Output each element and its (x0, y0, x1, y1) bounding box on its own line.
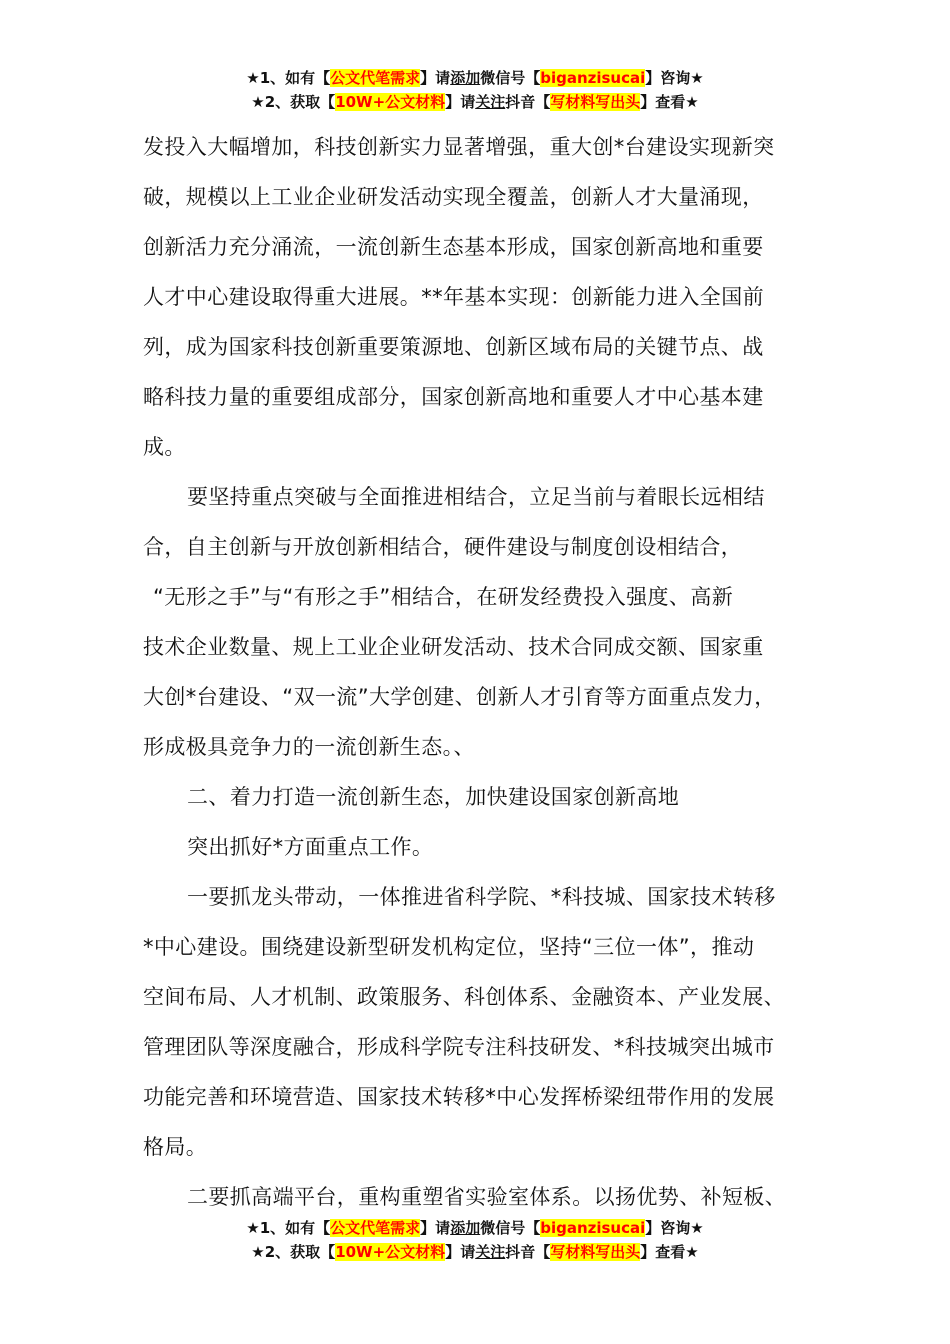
banner-line-1 (0, 66, 950, 90)
banner-line-1 (0, 1216, 950, 1240)
body-line: 合，自主创新与开放创新相结合，硬件建设与制度创设相结合， (143, 535, 743, 559)
banner-highlight: 公文代笔需求 (330, 69, 421, 87)
body-line: 略科技力量的重要组成部分，国家创新高地和重要人才中心基本建 (143, 385, 764, 409)
body-line: 管理团队等深度融合，形成科学院专注科技研发、*科技城突出城市 (143, 1035, 775, 1059)
header-banner (0, 66, 950, 114)
banner-highlight: biganzisucai (540, 1219, 646, 1237)
body-line: 创新活力充分涌流，一流创新生态基本形成，国家创新高地和重要 (143, 235, 764, 259)
body-line: *中心建设。围绕建设新型研发机构定位，坚持“三位一体”，推动 (143, 935, 755, 959)
paragraph-start-line: 要坚持重点突破与全面推进相结合，立足当前与着眼长远相结 (187, 485, 765, 509)
banner-highlight: 公文代笔需求 (330, 1219, 421, 1237)
banner-text: ★2、获取【 (251, 1243, 336, 1261)
body-line: “无形之手”与“有形之手”相结合，在研发经费投入强度、高新 (153, 585, 734, 609)
banner-text: ★2、获取【 (251, 93, 336, 111)
banner-highlight: 写材料写出头 (550, 1243, 641, 1261)
banner-highlight: 10W+公文材料 (335, 1243, 446, 1261)
banner-text: 】咨询★ (645, 69, 704, 87)
footer-banner (0, 1216, 950, 1264)
paragraph-start-line: 突出抓好*方面重点工作。 (187, 835, 434, 859)
body-line: 空间布局、人才机制、政策服务、科创体系、金融资本、产业发展、 (143, 985, 785, 1009)
body-line: 功能完善和环境营造、国家技术转移*中心发挥桥梁纽带作用的发展 (143, 1085, 775, 1109)
banner-text: 】请 (420, 69, 451, 87)
banner-text: 】查看★ (640, 93, 699, 111)
banner-underline: 添加 (450, 1219, 481, 1237)
banner-text: 】请 (445, 93, 476, 111)
body-line: 技术企业数量、规上工业企业研发活动、技术合同成交额、国家重 (143, 635, 764, 659)
banner-text: ★1、如有【 (246, 1219, 331, 1237)
paragraph-start-line: 一要抓龙头带动，一体推进省科学院、*科技城、国家技术转移 (187, 885, 776, 909)
banner-text: 】请 (420, 1219, 451, 1237)
body-line: 发投入大幅增加，科技创新实力显著增强，重大创*台建设实现新突 (143, 135, 775, 159)
paragraph-start-line: 二要抓高端平台，重构重塑省实验室体系。以扬优势、补短板、 (187, 1185, 787, 1209)
body-line: 人才中心建设取得重大进展。**年基本实现：创新能力进入全国前 (143, 285, 764, 309)
banner-highlight: 写材料写出头 (550, 93, 641, 111)
banner-text: 】请 (445, 1243, 476, 1261)
banner-highlight: 10W+公文材料 (335, 93, 446, 111)
banner-text: 】查看★ (640, 1243, 699, 1261)
banner-line-2 (0, 1240, 950, 1264)
banner-text: 微信号【 (480, 1219, 541, 1237)
banner-text: ★1、如有【 (246, 69, 331, 87)
document-body (143, 122, 833, 1222)
banner-line-2 (0, 90, 950, 114)
banner-underline: 关注 (475, 93, 506, 111)
banner-underline: 关注 (475, 1243, 506, 1261)
section-heading: 二、着力打造一流创新生态，加快建设国家创新高地 (187, 785, 680, 809)
banner-text: 】咨询★ (645, 1219, 704, 1237)
banner-underline: 添加 (450, 69, 481, 87)
banner-text: 抖音【 (505, 1243, 551, 1261)
body-line: 破，规模以上工业企业研发活动实现全覆盖，创新人才大量涌现， (143, 185, 764, 209)
body-line: 形成极具竞争力的一流创新生态。、 (143, 735, 475, 759)
body-line: 格局。 (143, 1135, 208, 1159)
body-line: 大创*台建设、“双一流”大学创建、创新人才引育等方面重点发力， (143, 685, 776, 709)
banner-text: 抖音【 (505, 93, 551, 111)
banner-text: 微信号【 (480, 69, 541, 87)
body-line: 成。 (143, 435, 186, 459)
banner-highlight: biganzisucai (540, 69, 646, 87)
body-line: 列，成为国家科技创新重要策源地、创新区域布局的关键节点、战 (143, 335, 764, 359)
